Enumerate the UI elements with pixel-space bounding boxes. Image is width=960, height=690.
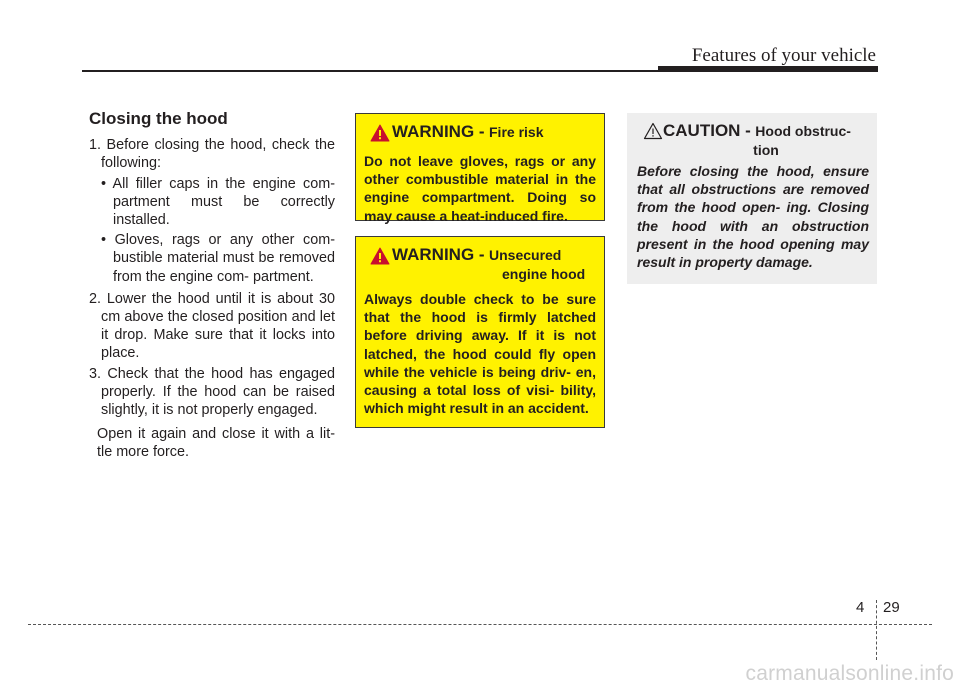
warning-topic: Fire risk (489, 124, 544, 140)
warning-box-fire-risk (355, 113, 605, 224)
header-rule (82, 70, 660, 72)
warning-label: WARNING - (392, 122, 485, 141)
page-number: 29 (883, 599, 900, 616)
bullet-item: • All filler caps in the engine com- partment must be correctly installed. (101, 175, 335, 229)
warning-body: Do not leave gloves, rags or any other combustible material in the engine compartment. Doing so may cause a heat-induced fire. (364, 153, 596, 224)
header-title: Features of your vehicle (691, 45, 876, 66)
warning-heading (364, 122, 596, 144)
footer-divider (876, 600, 877, 660)
caution-box-hood-obstruction (627, 113, 877, 284)
watermark: carmanualsonline.info (745, 662, 954, 685)
bullet-list (89, 175, 335, 286)
chapter-number: 4 (856, 599, 865, 616)
warning-topic: Unsecured (489, 247, 562, 263)
step-2: 2. Lower the hood until it is about 30 cm above the closed position and let it drop. Make sure that it locks into place. (89, 290, 335, 362)
warning-triangle-icon (370, 247, 390, 265)
bullet-item: • Gloves, rags or any other com- bustible material must be removed from the engine com- partment. (101, 232, 335, 285)
warning-triangle-icon (370, 124, 390, 142)
caution-topic: Hood obstruc- (755, 123, 851, 139)
step-note: Open it again and close it with a lit- tle more force. (97, 426, 335, 461)
step-3: 3. Check that the hood has engaged properly. If the hood can be raised slightly, it is not properly engaged. (89, 365, 335, 419)
caution-label: CAUTION - (663, 121, 751, 140)
warning-label: WARNING - (392, 245, 485, 264)
step-1: 1. Before closing the hood, check the following: (89, 137, 335, 172)
warning-topic-continued: engine hood (502, 266, 586, 282)
warning-box-unsecured-hood (355, 236, 605, 428)
section-title: Closing the hood (89, 109, 228, 128)
caution-triangle-icon (643, 122, 663, 140)
header-rule-accent (658, 66, 878, 72)
warning-heading (364, 245, 596, 282)
caution-topic-continued: tion (753, 142, 779, 158)
caution-body: Before closing the hood, ensure that all obstructions are removed from the hood open- ing. Closing the hood with an obstruction present in the hood opening may result in property damage. (637, 163, 869, 271)
footer-rule (28, 624, 932, 625)
left-column (89, 110, 335, 462)
warning-body: Always double check to be sure that the hood is firmly latched before driving away. If it is not latched, the hood could fly open while the vehicle is being driv- en, causing a total loss of visi- bility, which might result in an accident. (364, 291, 596, 417)
caution-heading (637, 121, 869, 158)
